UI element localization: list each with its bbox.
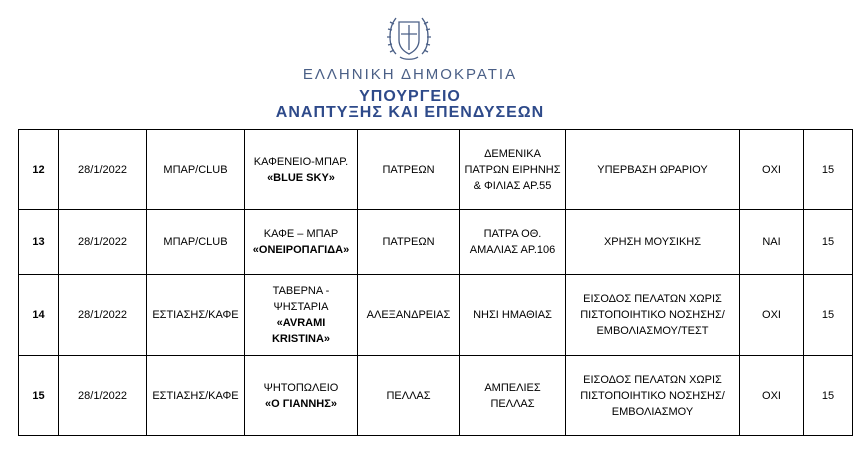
table-row [19,356,853,436]
row-violation: ΕΙΣΟΔΟΣ ΠΕΛΑΤΩΝ ΧΩΡΙΣ ΠΙΣΤΟΠΟΙΗΤΙΚΟ ΝΟΣΗΣΗΣ/ΕΜΒΟΛΙΑΣΜΟΥ/ΤΕΣΤ [566,275,740,356]
row-address: ΑΜΠΕΛΙΕΣ ΠΕΛΛΑΣ [460,356,566,436]
row-business [245,356,358,436]
table-row [19,275,853,356]
row-business [245,130,358,210]
business-type: ΨΗΤΟΠΩΛΕΙΟ [263,381,339,394]
row-days: 15 [804,130,853,210]
business-name: «ΟΝΕΙΡΟΠΑΓΙΔΑ» [252,244,350,256]
closures-table [18,129,853,436]
table-row [19,130,853,210]
row-days: 15 [804,356,853,436]
table-row [19,210,853,275]
row-address: ΝΗΣΙ ΗΜΑΘΙΑΣ [460,275,566,356]
row-category: ΜΠΑΡ/CLUB [147,210,245,275]
row-municipality: ΠΑΤΡΕΩΝ [358,130,460,210]
coat-of-arms-icon [386,10,432,64]
document-header [0,0,854,128]
business-type: ΤΑΒΕΡΝΑ - ΨΗΣΤΑΡΙΑ [272,285,330,313]
business-type: ΚΑΦΕΝΕΙΟ-ΜΠΑΡ. [253,155,349,168]
row-address: ΔΕΜΕΝΙΚΑ ΠΑΤΡΩΝ ΕΙΡΗΝΗΣ & ΦΙΛΙΑΣ ΑΡ.55 [460,130,566,210]
header-country: ΕΛΛΗΝΙΚΗ ΔΗΜΟΚΡΑΤΙΑ [302,66,518,83]
row-municipality: ΠΕΛΛΑΣ [358,356,460,436]
row-municipality: ΑΛΕΞΑΝΔΡΕΙΑΣ [358,275,460,356]
row-repeat: ΝΑΙ [740,210,804,275]
row-date: 28/1/2022 [59,130,147,210]
row-address: ΠΑΤΡΑ ΟΘ. ΑΜΑΛΙΑΣ ΑΡ.106 [460,210,566,275]
row-repeat: ΟΧΙ [740,275,804,356]
row-repeat: ΟΧΙ [740,130,804,210]
row-violation: ΥΠΕΡΒΑΣΗ ΩΡΑΡΙΟΥ [566,130,740,210]
row-municipality: ΠΑΤΡΕΩΝ [358,210,460,275]
business-name: «Ο ΓΙΑΝΝΗΣ» [265,397,337,410]
row-number: 12 [19,130,59,210]
header-ministry: ΥΠΟΥΡΓΕΙΟ [359,88,461,105]
row-number: 14 [19,275,59,356]
row-date: 28/1/2022 [59,275,147,356]
row-days: 15 [804,275,853,356]
row-number: 13 [19,210,59,275]
row-date: 28/1/2022 [59,210,147,275]
business-name: «AVRAMI KRISTINA» [271,317,331,345]
row-repeat: ΟΧΙ [740,356,804,436]
header-ministry-name: ΑΝΑΠΤΥΞΗΣ ΚΑΙ ΕΠΕΝΔΥΣΕΩΝ [275,104,545,121]
row-violation: ΧΡΗΣΗ ΜΟΥΣΙΚΗΣ [566,210,740,275]
row-business [245,275,358,356]
row-days: 15 [804,210,853,275]
business-type: ΚΑΦΕ – ΜΠΑΡ [263,228,339,240]
row-category: ΕΣΤΙΑΣΗΣ/ΚΑΦΕ [147,356,245,436]
row-date: 28/1/2022 [59,356,147,436]
business-name: «BLUE SKY» [267,171,335,184]
row-number: 15 [19,356,59,436]
row-category: ΕΣΤΙΑΣΗΣ/ΚΑΦΕ [147,275,245,356]
row-business [245,210,358,275]
row-violation: ΕΙΣΟΔΟΣ ΠΕΛΑΤΩΝ ΧΩΡΙΣ ΠΙΣΤΟΠΟΙΗΤΙΚΟ ΝΟΣΗΣΗΣ/ΕΜΒΟΛΙΑΣΜΟΥ [566,356,740,436]
row-category: ΜΠΑΡ/CLUB [147,130,245,210]
